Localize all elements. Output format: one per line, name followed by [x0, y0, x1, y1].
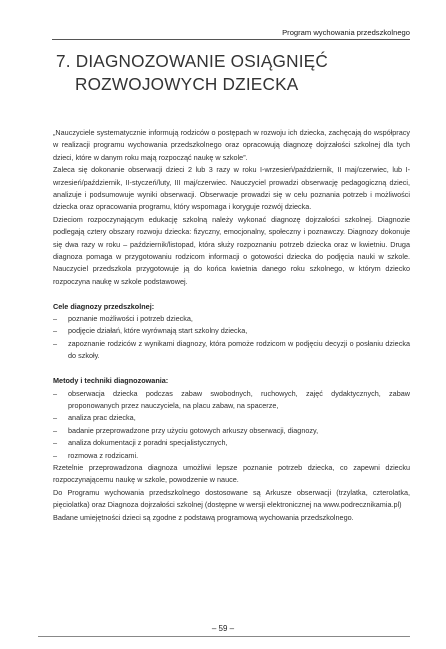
list-item: [53, 388, 410, 413]
goals-list: [53, 313, 410, 363]
closing-paragraph-core-curriculum: Badane umiejętności dzieci są zgodne z podstawą programową wychowania przedszkolnego.: [53, 512, 354, 522]
footer-rule: [38, 636, 410, 637]
intro-quote-paragraph: „Nauczyciele systematycznie informują rodziców o postępach w rozwoju ich dziecka, zachęcają do współpracy w realizacji programu wychowania przedszkolnego oraz opracowują diagnozę dojrzałości szkolnej dla tych dzieci, które w danym roku mają rozpocząć naukę w szkole”.: [53, 128, 410, 162]
school-readiness-paragraph: Dzieciom rozpoczynającym edukację szkolną należy wykonać diagnozę dojrzałości szkolnej. Diagnozie podlegają cztery obszary rozwoju dziecka: fizyczny, emocjonalny, społeczny i poznawczy. Diagnozy dokonuje się dwa razy w roku – październik/listopad, która służy rozpoznaniu potrzeb dziecka oraz w kwietniu. Druga diagnoza pomaga w przygotowaniu rodzicom informacji o gotowości dziecka do podjęcia nauki w szkole. Nauczyciel przedszkola przygotowuje ją do końca kwietnia danego roku szkolnego, w którym dziecko rozpoczyna naukę w szkole podstawowej.: [53, 214, 410, 286]
list-item: [53, 338, 410, 363]
list-item: [53, 325, 410, 337]
main-content: [53, 127, 410, 524]
dash-marker: –: [53, 425, 58, 435]
list-item: [53, 425, 410, 437]
methods-list: [53, 388, 410, 462]
dash-marker: –: [53, 338, 58, 348]
list-item-text: zapoznanie rodziców z wynikami diagnozy, która pomoże rodzicom w podjęciu decyzji o posłaniu dziecka do szkoły.: [68, 338, 410, 361]
observation-paragraph: Zaleca się dokonanie obserwacji dzieci 2 lub 3 razy w roku I-wrzesień/październik, II maj/czerwiec, lub I-wrzesień/październik, II-styczeń/luty, III maj/czerwiec. Nauczyciel prowadzi obserwację pedagogiczną dzieci, analizuje i podsumowuje wyniki obserwacji. Obserwacje prowadzi się w celu poznania potrzeb i możliwości dziecka oraz opracowania programu, który wspomaga i koryguje rozwój dziecka.: [53, 165, 410, 212]
spacer: [53, 288, 410, 300]
chapter-title-line-2: ROZWOJOWYCH DZIECKA: [75, 74, 299, 94]
spacer: [53, 363, 410, 375]
dash-marker: –: [53, 450, 58, 460]
list-item-text: poznanie możliwości i potrzeb dziecka,: [68, 314, 193, 324]
dash-marker: –: [53, 388, 58, 398]
header-rule: [52, 39, 410, 40]
dash-marker: –: [53, 326, 58, 336]
list-item-text: analiza dokumentacji z poradni specjalistycznych,: [68, 438, 228, 448]
list-item-text: analiza prac dziecka,: [68, 413, 136, 423]
dash-marker: –: [53, 438, 58, 448]
goals-heading: Cele diagnozy przedszkolnej:: [53, 301, 155, 311]
methods-heading: Metody i techniki diagnozowania:: [53, 376, 169, 386]
list-item: [53, 412, 410, 424]
list-item: [53, 450, 410, 462]
list-item-text: badanie przeprowadzone przy użyciu gotowych arkuszy obserwacji, diagnozy,: [68, 425, 319, 435]
page-number: – 59 –: [211, 624, 235, 633]
chapter-title: [56, 50, 396, 96]
dash-marker: –: [53, 413, 58, 423]
list-item-text: podjęcie działań, które wyrównają start szkolny dziecka,: [68, 326, 248, 336]
list-item: [53, 437, 410, 449]
running-header: Program wychowania przedszkolnego: [282, 28, 410, 37]
closing-paragraph-materials: Do Programu wychowania przedszkolnego dostosowane są Arkusze obserwacji (trzylatka, czterolatka, pięciolatka) oraz Diagnoza dojrzałości szkolnej (dostępne w wersji elektronicznej na www.podrecznikamia.pl): [53, 487, 410, 510]
list-item-text: rozmowa z rodzicami.: [68, 450, 139, 460]
list-item: [53, 313, 410, 325]
list-item-text: obserwacja dziecka podczas zabaw swobodnych, ruchowych, zajęć dydaktycznych, zabaw proponowanych przez nauczyciela, na placu zabaw, na spacerze,: [68, 388, 410, 410]
dash-marker: –: [53, 314, 58, 324]
closing-paragraph-diagnosis: Rzetelnie przeprowadzona diagnoza umożliwi lepsze poznanie potrzeb dziecka, co zapewni dziecku rozpoczynającemu naukę w szkole, powodzenie w nauce.: [53, 462, 410, 485]
chapter-title-line-1: 7. DIAGNOZOWANIE OSIĄGNIĘĆ: [56, 51, 328, 71]
